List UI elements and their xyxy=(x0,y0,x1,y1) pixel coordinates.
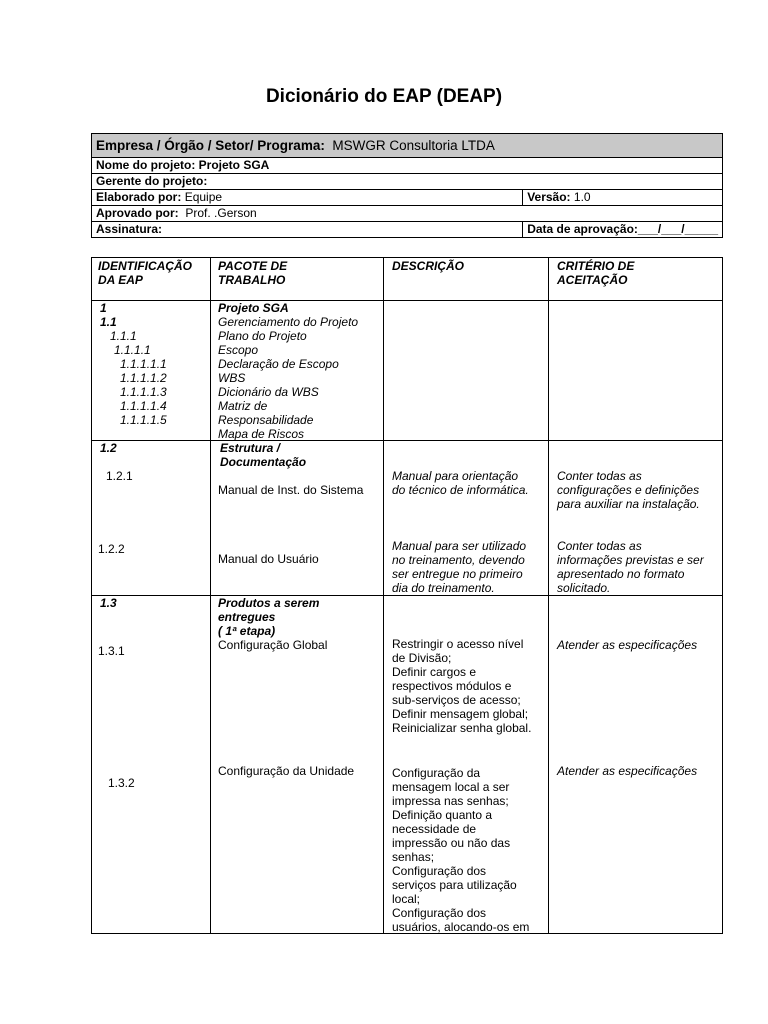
eap-dictionary-table xyxy=(91,257,723,934)
description xyxy=(392,637,531,735)
work-package: Declaração de Escopo xyxy=(218,357,339,371)
description-line: Configuração da xyxy=(392,766,481,780)
work-package: Configuração da Unidade xyxy=(218,764,355,778)
header-criteria xyxy=(557,259,634,287)
project-name-row xyxy=(92,158,723,174)
approval-date-label: Data de aprovação: xyxy=(527,222,638,236)
description-line: Manual para ser utilizado xyxy=(392,539,527,553)
company-value: MSWGR Consultoria LTDA xyxy=(332,138,495,153)
header-id-line: DA EAP xyxy=(98,273,143,287)
description-line: respectivos módulos e xyxy=(392,679,512,693)
description-line: Definição quanto a xyxy=(392,808,493,822)
work-package-title xyxy=(220,441,306,469)
wbs-id: 1.1 xyxy=(100,315,117,329)
wbs-id: 1.1.1.1 xyxy=(114,343,151,357)
work-package: Gerenciamento do Projeto xyxy=(218,315,359,329)
work-package-title-line: ( 1ª etapa) xyxy=(218,624,276,638)
wbs-id: 1.2.1 xyxy=(106,469,133,483)
criteria-line: solicitado. xyxy=(557,581,611,595)
description-line: senhas; xyxy=(392,850,435,864)
work-package: Dicionário da WBS xyxy=(218,385,319,399)
project-name-label: Nome do projeto: xyxy=(96,158,196,172)
header-criteria-line: ACEITAÇÃO xyxy=(557,273,628,287)
description-line: dia do treinamento. xyxy=(392,581,495,595)
description-line: de Divisão; xyxy=(392,651,452,665)
header-id xyxy=(98,259,192,287)
wbs-id: 1.3 xyxy=(100,596,117,610)
header-package-line: PACOTE DE xyxy=(218,259,288,273)
wbs-id: 1.1.1 xyxy=(110,329,137,343)
work-package-title-line: entregues xyxy=(218,610,276,624)
work-package: Projeto SGA xyxy=(218,301,289,315)
description-line: usuários, alocando-os em xyxy=(392,920,530,934)
approval-date-value: ___/___/_____ xyxy=(637,222,718,236)
criteria-line: configurações e definições xyxy=(557,483,700,497)
description-line: Configuração dos xyxy=(392,864,487,878)
prepared-by-row xyxy=(92,190,723,206)
wbs-id: 1.1.1.1.5 xyxy=(120,413,167,427)
work-package: Plano do Projeto xyxy=(218,329,307,343)
work-package-title-line: Documentação xyxy=(220,455,307,469)
description-line: no treinamento, devendo xyxy=(392,553,525,567)
description-line: sub-serviços de acesso; xyxy=(392,693,521,707)
criteria-line: informações previstas e ser xyxy=(557,553,704,567)
wbs-id: 1.3.1 xyxy=(98,644,125,658)
acceptance-criteria xyxy=(557,539,704,595)
description-line: local; xyxy=(392,892,421,906)
version-value: 1.0 xyxy=(573,190,591,204)
work-package-title xyxy=(218,596,319,638)
work-package: Manual do Usuário xyxy=(218,552,319,566)
header-package xyxy=(218,259,287,287)
manager-row xyxy=(92,174,723,190)
work-package-title-line: Produtos a serem xyxy=(218,596,320,610)
description-line: ser entregue no primeiro xyxy=(392,567,523,581)
description-line: Restringir o acesso nível xyxy=(392,637,524,651)
work-package-title-line: Estrutura / xyxy=(220,441,281,455)
work-package: WBS xyxy=(218,371,246,385)
prepared-by-value: Equipe xyxy=(184,190,223,204)
company-row xyxy=(92,134,723,158)
approved-by-label: Aprovado por: xyxy=(96,206,179,220)
wbs-id: 1.1.1.1.4 xyxy=(120,399,167,413)
criteria-line: para auxiliar na instalação. xyxy=(557,497,700,511)
wbs-id: 1.3.2 xyxy=(108,776,135,790)
description xyxy=(392,539,526,595)
acceptance-criteria xyxy=(557,469,700,511)
signature-row xyxy=(92,222,723,238)
work-package: Responsabilidade xyxy=(218,413,314,427)
header-id-line: IDENTIFICAÇÃO xyxy=(98,259,192,273)
description-line: Configuração dos xyxy=(392,906,487,920)
work-package: Configuração Global xyxy=(218,638,328,652)
description-line: Definir mensagem global; xyxy=(392,707,529,721)
work-package: Mapa de Riscos xyxy=(218,427,305,441)
signature-label: Assinatura: xyxy=(96,222,163,236)
description-line: mensagem local a ser xyxy=(392,780,510,794)
description xyxy=(392,766,529,934)
wbs-id: 1.2.2 xyxy=(98,542,125,556)
description xyxy=(392,469,529,497)
project-name-value: Projeto SGA xyxy=(198,158,270,172)
description-line: impressão ou não das xyxy=(392,836,511,850)
wbs-id: 1.1.1.1.1 xyxy=(120,357,167,371)
criteria-line: Conter todas as xyxy=(557,539,642,553)
criteria-line: Conter todas as xyxy=(557,469,642,483)
work-package: Matriz de xyxy=(218,399,268,413)
acceptance-criteria: Atender as especificações xyxy=(557,638,698,652)
wbs-id: 1.1.1.1.3 xyxy=(120,385,167,399)
company-label: Empresa / Órgão / Setor/ Programa: xyxy=(96,138,325,153)
approved-by-value: Prof. .Gerson xyxy=(185,206,257,220)
manager-label: Gerente do projeto: xyxy=(96,174,208,188)
acceptance-criteria: Atender as especificações xyxy=(557,764,698,778)
description-line: Reinicializar senha global. xyxy=(392,721,532,735)
wbs-id: 1 xyxy=(100,301,107,315)
description-line: Definir cargos e xyxy=(392,665,477,679)
work-package: Manual de Inst. do Sistema xyxy=(218,483,364,497)
header-description: DESCRIÇÃO xyxy=(392,259,465,273)
criteria-line: apresentado no formato xyxy=(557,567,685,581)
project-info-table xyxy=(91,133,723,238)
page-title: Dicionário do EAP (DEAP) xyxy=(265,86,503,107)
version-label: Versão: xyxy=(527,190,571,204)
approved-by-row xyxy=(92,206,723,222)
description-line: do técnico de informática. xyxy=(392,483,529,497)
description-line: serviços para utilização xyxy=(392,878,517,892)
row-divider xyxy=(92,595,722,596)
prepared-by-label: Elaborado por: xyxy=(96,190,182,204)
row-divider xyxy=(92,300,722,301)
wbs-id: 1.1.1.1.2 xyxy=(120,371,167,385)
description-line: necessidade de xyxy=(392,822,477,836)
wbs-id: 1.2 xyxy=(100,441,117,455)
description-line: impressa nas senhas; xyxy=(392,794,509,808)
row-divider xyxy=(92,440,722,441)
header-criteria-line: CRITÉRIO DE xyxy=(557,259,635,273)
work-package: Escopo xyxy=(218,343,259,357)
header-package-line: TRABALHO xyxy=(218,273,286,287)
description-line: Manual para orientação xyxy=(392,469,519,483)
